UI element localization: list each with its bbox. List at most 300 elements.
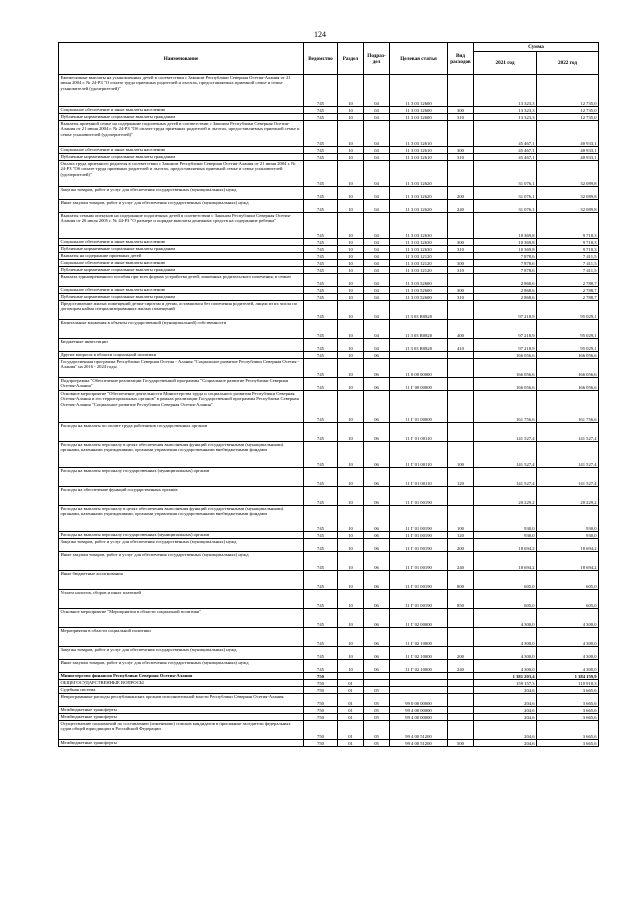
row-ministry: 745 — [304, 320, 338, 339]
row-sum-2022: 2 788,7 — [537, 287, 599, 294]
table-body — [59, 75, 599, 747]
row-expense-type — [448, 161, 474, 187]
table-row — [59, 253, 599, 260]
row-ministry: 745 — [304, 571, 338, 590]
row-sum-2022: 161 756,6 — [537, 391, 599, 423]
row-subsection: 04 — [364, 253, 390, 260]
row-subsection: 04 — [364, 287, 390, 294]
row-section: 10 — [338, 609, 364, 628]
row-sum-2021: 10 369,8 — [474, 246, 537, 253]
row-section: 10 — [338, 260, 364, 267]
row-ministry: 745 — [304, 253, 338, 260]
row-name: Подпрограмма "Обеспечение реализации Государственной программы "Социальное развитие Республики Северная Осетия-Алания" — [59, 378, 304, 391]
row-sum-2021: 13 323,3 — [474, 107, 537, 114]
row-target — [390, 680, 448, 687]
row-ministry: 745 — [304, 267, 338, 274]
row-section: 10 — [338, 468, 364, 487]
row-target: 11 3 03 12630 — [390, 213, 448, 239]
row-expense-type — [448, 213, 474, 239]
table-row — [59, 532, 599, 539]
row-sum-2022: 95 029,1 — [537, 339, 599, 352]
row-ministry: 750 — [304, 680, 338, 687]
row-expense-type — [448, 680, 474, 687]
row-section: 10 — [338, 391, 364, 423]
row-sum-2022: 4 300,0 — [537, 628, 599, 647]
row-target: 11 Г 01 00110 — [390, 468, 448, 487]
row-section — [338, 673, 364, 680]
row-sum-2021: 97 218,9 — [474, 339, 537, 352]
row-name: Осуществление полномочий по составлению (изменению) списков кандидатов в присяжные заседатели федеральных судов общей юрисдикции в Российской Федерации — [59, 721, 304, 740]
row-sum-2022: 18 694,2 — [537, 539, 599, 552]
row-expense-type: 100 — [448, 506, 474, 532]
table-row — [59, 359, 599, 378]
row-subsection: 04 — [364, 294, 390, 301]
row-sum-2021: 7 878,6 — [474, 267, 537, 274]
row-target: 11 0 00 00000 — [390, 359, 448, 378]
row-sum-2021: 10 369,8 — [474, 239, 537, 246]
row-name: Бюджетные инвестиции — [59, 339, 304, 352]
row-ministry: 745 — [304, 200, 338, 213]
row-ministry: 750 — [304, 687, 338, 694]
row-target: 11 Г 01 00190 — [390, 571, 448, 590]
row-target: 11 Г 02 10000 — [390, 647, 448, 660]
row-section: 10 — [338, 267, 364, 274]
row-sum-2021: 4 300,0 — [474, 647, 537, 660]
row-section: 10 — [338, 442, 364, 468]
table-row — [59, 707, 599, 714]
row-sum-2021: 4 300,0 — [474, 609, 537, 628]
row-name: Мероприятия в области социальной политики — [59, 628, 304, 647]
row-name: Межбюджетные трансферты — [59, 740, 304, 747]
row-name: Предоставление жилых помещений детям-сиротам и детям, оставшимся без попечения родителей, лицам из их числа по договорам найма специализированных жилых помещений — [59, 301, 304, 320]
row-subsection: 04 — [364, 75, 390, 107]
row-sum-2022: 40 933,1 — [537, 147, 599, 154]
row-ministry: 745 — [304, 532, 338, 539]
table-row — [59, 352, 599, 359]
row-target: 11 Г 01 00110 — [390, 423, 448, 442]
row-subsection: 06 — [364, 506, 390, 532]
row-subsection: 04 — [364, 154, 390, 161]
table-row — [59, 673, 599, 680]
row-subsection: 04 — [364, 121, 390, 147]
row-ministry: 745 — [304, 246, 338, 253]
row-target: 11 3 03 12610 — [390, 154, 448, 161]
row-subsection: 04 — [364, 239, 390, 246]
row-section: 10 — [338, 647, 364, 660]
row-name: Выплата единовременного пособия при всех формах устройства детей, лишенных родительского попечения, в семью — [59, 274, 304, 287]
row-name: Социальное обеспечение и иные выплаты населению — [59, 260, 304, 267]
row-subsection: 06 — [364, 532, 390, 539]
row-section: 01 — [338, 694, 364, 707]
row-ministry: 745 — [304, 359, 338, 378]
row-subsection: 04 — [364, 267, 390, 274]
row-expense-type: 120 — [448, 532, 474, 539]
row-section: 10 — [338, 423, 364, 442]
row-ministry: 745 — [304, 187, 338, 200]
row-sum-2022: 9 718,3 — [537, 246, 599, 253]
row-subsection: 04 — [364, 320, 390, 339]
row-expense-type: 400 — [448, 320, 474, 339]
row-target: 11 Г 01 00000 — [390, 391, 448, 423]
row-section: 10 — [338, 339, 364, 352]
table-row — [59, 187, 599, 200]
table-row — [59, 660, 599, 673]
table-row — [59, 260, 599, 267]
row-sum-2021: 10 369,8 — [474, 213, 537, 239]
row-subsection: 05 — [364, 740, 390, 747]
row-expense-type — [448, 694, 474, 707]
row-sum-2022: 3 665,6 — [537, 687, 599, 694]
row-expense-type: 310 — [448, 114, 474, 121]
row-sum-2022: 605,0 — [537, 590, 599, 609]
table-row — [59, 740, 599, 747]
row-target: 11 3 03 12600 — [390, 114, 448, 121]
row-sum-2022: 32 089,8 — [537, 200, 599, 213]
row-section: 10 — [338, 274, 364, 287]
row-ministry: 745 — [304, 378, 338, 391]
row-sum-2021: 18 694,2 — [474, 552, 537, 571]
row-ministry: 745 — [304, 147, 338, 154]
table-row — [59, 301, 599, 320]
row-section: 10 — [338, 107, 364, 114]
row-sum-2022: 12 735,0 — [537, 107, 599, 114]
row-name: Закупка товаров, работ и услуг для обеспечения государственных (муниципальных) нужд — [59, 187, 304, 200]
row-name: Расходы на выплаты персоналу в целях обеспечения выполнения функций государственными (муниципальными) органами, казенными учреждениями, органами управления государственными внебюджетными фондами — [59, 506, 304, 532]
row-target — [390, 352, 448, 359]
row-sum-2021: 204,6 — [474, 740, 537, 747]
table-row — [59, 487, 599, 506]
row-sum-2022: 9 718,3 — [537, 213, 599, 239]
table-row — [59, 714, 599, 721]
row-sum-2022: 4 300,0 — [537, 647, 599, 660]
row-ministry: 750 — [304, 714, 338, 721]
row-section: 10 — [338, 320, 364, 339]
row-expense-type: 120 — [448, 468, 474, 487]
row-ministry: 745 — [304, 161, 338, 187]
page-number: 124 — [314, 30, 326, 39]
row-sum-2022: 110 918,3 — [537, 680, 599, 687]
row-sum-2022: 9 718,3 — [537, 239, 599, 246]
row-section: 10 — [338, 532, 364, 539]
row-expense-type: 240 — [448, 200, 474, 213]
row-ministry: 745 — [304, 609, 338, 628]
row-subsection: 04 — [364, 274, 390, 287]
row-subsection: 04 — [364, 107, 390, 114]
table-row — [59, 539, 599, 552]
row-ministry: 745 — [304, 442, 338, 468]
row-sum-2022: 12 735,0 — [537, 114, 599, 121]
row-target: 11 3 03 12600 — [390, 107, 448, 114]
row-sum-2022: 7 411,5 — [537, 267, 599, 274]
row-sum-2021: 20 229,2 — [474, 487, 537, 506]
row-sum-2022: 166 056,6 — [537, 352, 599, 359]
row-sum-2022: 605,0 — [537, 571, 599, 590]
row-name: Социальное обеспечение и иные выплаты населению — [59, 147, 304, 154]
table-row — [59, 609, 599, 628]
row-name: Закупка товаров, работ и услуг для обеспечения государственных (муниципальных) нужд — [59, 647, 304, 660]
row-target: 11 Г 01 00190 — [390, 487, 448, 506]
row-sum-2021: 141 527,4 — [474, 442, 537, 468]
row-ministry: 745 — [304, 75, 338, 107]
row-expense-type — [448, 687, 474, 694]
row-sum-2021: 7 878,6 — [474, 253, 537, 260]
row-expense-type — [448, 301, 474, 320]
row-expense-type: 310 — [448, 246, 474, 253]
row-name: Межбюджетные трансферты — [59, 707, 304, 714]
row-expense-type — [448, 75, 474, 107]
row-ministry: 745 — [304, 121, 338, 147]
row-section: 10 — [338, 187, 364, 200]
row-target: 11 Г 01 00190 — [390, 539, 448, 552]
row-subsection: 05 — [364, 694, 390, 707]
row-name: Иные закупки товаров, работ и услуг для обеспечения государственных (муниципальных) нужд — [59, 660, 304, 673]
row-sum-2022: 166 056,6 — [537, 359, 599, 378]
row-target: 11 3 03 52600 — [390, 287, 448, 294]
row-section: 10 — [338, 590, 364, 609]
row-ministry: 745 — [304, 239, 338, 246]
row-target: 11 3 03 12600 — [390, 75, 448, 107]
row-subsection: 06 — [364, 660, 390, 673]
row-section: 10 — [338, 628, 364, 647]
row-expense-type — [448, 274, 474, 287]
row-section: 10 — [338, 246, 364, 253]
row-target: 99 4 00 00000 — [390, 707, 448, 714]
row-name: Государственная программа Республики Северная Осетия - Алания "Социальное развитие Республики Северная Осетия - Алания" на 2016 - 2024 годы — [59, 359, 304, 378]
row-sum-2021: 930,0 — [474, 532, 537, 539]
row-expense-type — [448, 423, 474, 442]
row-subsection: 06 — [364, 628, 390, 647]
row-expense-type — [448, 352, 474, 359]
row-name: Выплаты приемной семье на содержание подопечных детей в соответствии с Законом Республики Северная Осетия-Алания от 21 июня 2004 г. № 24-РЗ "Об оплате труда приемных родителей и льготах, предоставляемых приемной семье и семье усыновителей (удочерителей)" — [59, 121, 304, 147]
row-subsection: 05 — [364, 687, 390, 694]
row-subsection: 04 — [364, 301, 390, 320]
row-subsection: 06 — [364, 552, 390, 571]
row-target: 11 Г 02 10000 — [390, 660, 448, 673]
row-target: 11 3 03 R0820 — [390, 301, 448, 320]
row-subsection: 05 — [364, 721, 390, 740]
row-target: 99 4 00 51200 — [390, 721, 448, 740]
row-subsection: 04 — [364, 161, 390, 187]
header-ministry: Ведомство — [304, 43, 338, 75]
row-sum-2022: 32 089,8 — [537, 187, 599, 200]
row-name: Расходы на выплаты персоналу государственных (муниципальных) органов — [59, 532, 304, 539]
row-subsection — [364, 680, 390, 687]
row-subsection: 06 — [364, 487, 390, 506]
row-sum-2022: 95 029,1 — [537, 320, 599, 339]
row-sum-2022: 4 300,0 — [537, 660, 599, 673]
row-subsection: 06 — [364, 359, 390, 378]
row-expense-type: 850 — [448, 590, 474, 609]
row-sum-2022: 7 411,5 — [537, 253, 599, 260]
row-expense-type — [448, 714, 474, 721]
row-expense-type — [448, 673, 474, 680]
row-subsection: 06 — [364, 647, 390, 660]
row-name: Непрограммные расходы республиканских органов исполнительной власти Республики Северная Осетия-Алания — [59, 694, 304, 707]
row-name: Социальное обеспечение и иные выплаты населению — [59, 287, 304, 294]
row-sum-2021: 18 694,2 — [474, 539, 537, 552]
row-ministry: 745 — [304, 391, 338, 423]
row-expense-type: 300 — [448, 287, 474, 294]
row-sum-2021: 2 868,6 — [474, 274, 537, 287]
row-target: 11 3 03 R0820 — [390, 320, 448, 339]
row-subsection: 06 — [364, 378, 390, 391]
row-ministry: 750 — [304, 694, 338, 707]
row-name: Выплаты на содержание приемных детей — [59, 253, 304, 260]
row-expense-type — [448, 609, 474, 628]
row-ministry: 750 — [304, 740, 338, 747]
header-name: Наименование — [59, 43, 304, 75]
row-expense-type: 200 — [448, 539, 474, 552]
row-expense-type — [448, 721, 474, 740]
row-expense-type — [448, 391, 474, 423]
row-ministry: 745 — [304, 154, 338, 161]
row-target — [390, 687, 448, 694]
row-sum-2022: 3 665,6 — [537, 707, 599, 714]
row-ministry: 745 — [304, 213, 338, 239]
row-section: 10 — [338, 660, 364, 673]
row-section: 10 — [338, 200, 364, 213]
row-ministry: 745 — [304, 274, 338, 287]
row-target: 11 Г 01 00190 — [390, 532, 448, 539]
row-name: Социальное обеспечение и иные выплаты населению — [59, 239, 304, 246]
row-expense-type: 240 — [448, 552, 474, 571]
row-ministry: 745 — [304, 287, 338, 294]
row-sum-2022: 141 527,4 — [537, 442, 599, 468]
row-name: Расходы на выплаты персоналу в целях обеспечения выполнения функций государственными (муниципальными) органами, казенными учреждениями, органами управления государственными внебюджетными фондами — [59, 442, 304, 468]
row-target: 11 3 03 12120 — [390, 267, 448, 274]
row-name: Судебная система — [59, 687, 304, 694]
row-expense-type — [448, 487, 474, 506]
row-expense-type: 800 — [448, 571, 474, 590]
row-ministry: 745 — [304, 114, 338, 121]
row-ministry: 745 — [304, 590, 338, 609]
row-section: 10 — [338, 506, 364, 532]
row-expense-type: 300 — [448, 147, 474, 154]
row-name: Иные закупки товаров, работ и услуг для обеспечения государственных (муниципальных) нужд — [59, 200, 304, 213]
row-target: 11 3 03 52600 — [390, 294, 448, 301]
row-target: 11 3 03 12620 — [390, 200, 448, 213]
row-target: 11 Г 02 00000 — [390, 609, 448, 628]
table-row — [59, 107, 599, 114]
row-name: Межбюджетные трансферты — [59, 714, 304, 721]
row-sum-2021: 2 868,6 — [474, 287, 537, 294]
table-row — [59, 287, 599, 294]
table-row — [59, 687, 599, 694]
table-row — [59, 442, 599, 468]
row-ministry: 745 — [304, 301, 338, 320]
row-expense-type: 300 — [448, 107, 474, 114]
header-sum: Сумма — [474, 43, 599, 52]
row-sum-2022: 930,0 — [537, 506, 599, 532]
row-ministry: 745 — [304, 647, 338, 660]
row-name: Основное мероприятие "Мероприятия в области социальной политики" — [59, 609, 304, 628]
row-name: Публичные нормативные социальные выплаты гражданам — [59, 267, 304, 274]
row-target — [390, 673, 448, 680]
row-name: Публичные нормативные социальные выплаты гражданам — [59, 114, 304, 121]
row-subsection: 04 — [364, 114, 390, 121]
row-sum-2022: 4 300,0 — [537, 609, 599, 628]
row-expense-type: 240 — [448, 660, 474, 673]
row-sum-2021: 45 467,1 — [474, 121, 537, 147]
header-subsection: Подраз-дел — [364, 43, 390, 75]
row-sum-2021: 1 381 203,4 — [474, 673, 537, 680]
row-section: 01 — [338, 740, 364, 747]
row-subsection: 04 — [364, 246, 390, 253]
budget-table — [58, 42, 599, 747]
row-sum-2021: 31 076,1 — [474, 161, 537, 187]
row-section: 10 — [338, 552, 364, 571]
row-name: Социальное обеспечение и иные выплаты населению — [59, 107, 304, 114]
row-section: 10 — [338, 213, 364, 239]
row-name: ОБЩЕГОСУДАРСТВЕННЫЕ ВОПРОСЫ — [59, 680, 304, 687]
row-expense-type — [448, 121, 474, 147]
row-target: 11 Г 01 00190 — [390, 506, 448, 532]
row-expense-type — [448, 707, 474, 714]
row-sum-2022: 2 788,7 — [537, 294, 599, 301]
row-section: 10 — [338, 287, 364, 294]
row-sum-2021: 31 076,1 — [474, 187, 537, 200]
row-ministry: 745 — [304, 506, 338, 532]
row-target: 11 3 03 12610 — [390, 147, 448, 154]
row-section: 10 — [338, 121, 364, 147]
row-expense-type: 500 — [448, 740, 474, 747]
row-name: Расходы на обеспечение функций государственных органов — [59, 487, 304, 506]
row-section: 01 — [338, 714, 364, 721]
row-target: 11 Г 01 00190 — [390, 552, 448, 571]
row-section: 10 — [338, 301, 364, 320]
row-ministry: 745 — [304, 539, 338, 552]
row-name: Уплата налогов, сборов и иных платежей — [59, 590, 304, 609]
row-subsection: 06 — [364, 423, 390, 442]
row-subsection: 04 — [364, 147, 390, 154]
table-row — [59, 506, 599, 532]
row-name: Закупка товаров, работ и услуг для обеспечения государственных (муниципальных) нужд — [59, 539, 304, 552]
row-name: Публичные нормативные социальные выплаты гражданам — [59, 294, 304, 301]
row-section: 10 — [338, 147, 364, 154]
row-subsection: 06 — [364, 539, 390, 552]
row-ministry: 745 — [304, 487, 338, 506]
row-sum-2021: 97 218,9 — [474, 301, 537, 320]
row-target: 99 0 00 00000 — [390, 694, 448, 707]
row-sum-2021: 605,0 — [474, 571, 537, 590]
table-row — [59, 239, 599, 246]
row-ministry: 750 — [304, 707, 338, 714]
table-row — [59, 468, 599, 487]
row-sum-2021: 166 056,6 — [474, 378, 537, 391]
row-section: 10 — [338, 161, 364, 187]
row-target: 11 3 03 12620 — [390, 161, 448, 187]
row-section: 01 — [338, 721, 364, 740]
row-subsection: 06 — [364, 468, 390, 487]
row-target: 11 3 03 12120 — [390, 253, 448, 260]
row-sum-2022: 18 694,2 — [537, 552, 599, 571]
row-name: Иные бюджетные ассигнования — [59, 571, 304, 590]
row-target: 11 3 03 12630 — [390, 246, 448, 253]
row-subsection: 06 — [364, 391, 390, 423]
row-subsection — [364, 673, 390, 680]
row-target: 11 Г 00 00000 — [390, 378, 448, 391]
row-target: 11 Г 01 00110 — [390, 442, 448, 468]
row-ministry: 745 — [304, 107, 338, 114]
row-name: Оплата труда приемного родителя в соответствии с Законом Республики Северная Осетия-Алания от 21 июня 2004 г. № 24-РЗ "Об оплате труда приемных родителей и льготах, предоставляемых приемной семье и семье усыновителей (удочерителей)" — [59, 161, 304, 187]
row-section: 10 — [338, 378, 364, 391]
row-sum-2021: 31 076,1 — [474, 200, 537, 213]
row-target: 11 3 03 12630 — [390, 239, 448, 246]
row-subsection: 06 — [364, 571, 390, 590]
row-sum-2022: 141 527,4 — [537, 423, 599, 442]
row-section: 10 — [338, 539, 364, 552]
row-expense-type: 200 — [448, 187, 474, 200]
